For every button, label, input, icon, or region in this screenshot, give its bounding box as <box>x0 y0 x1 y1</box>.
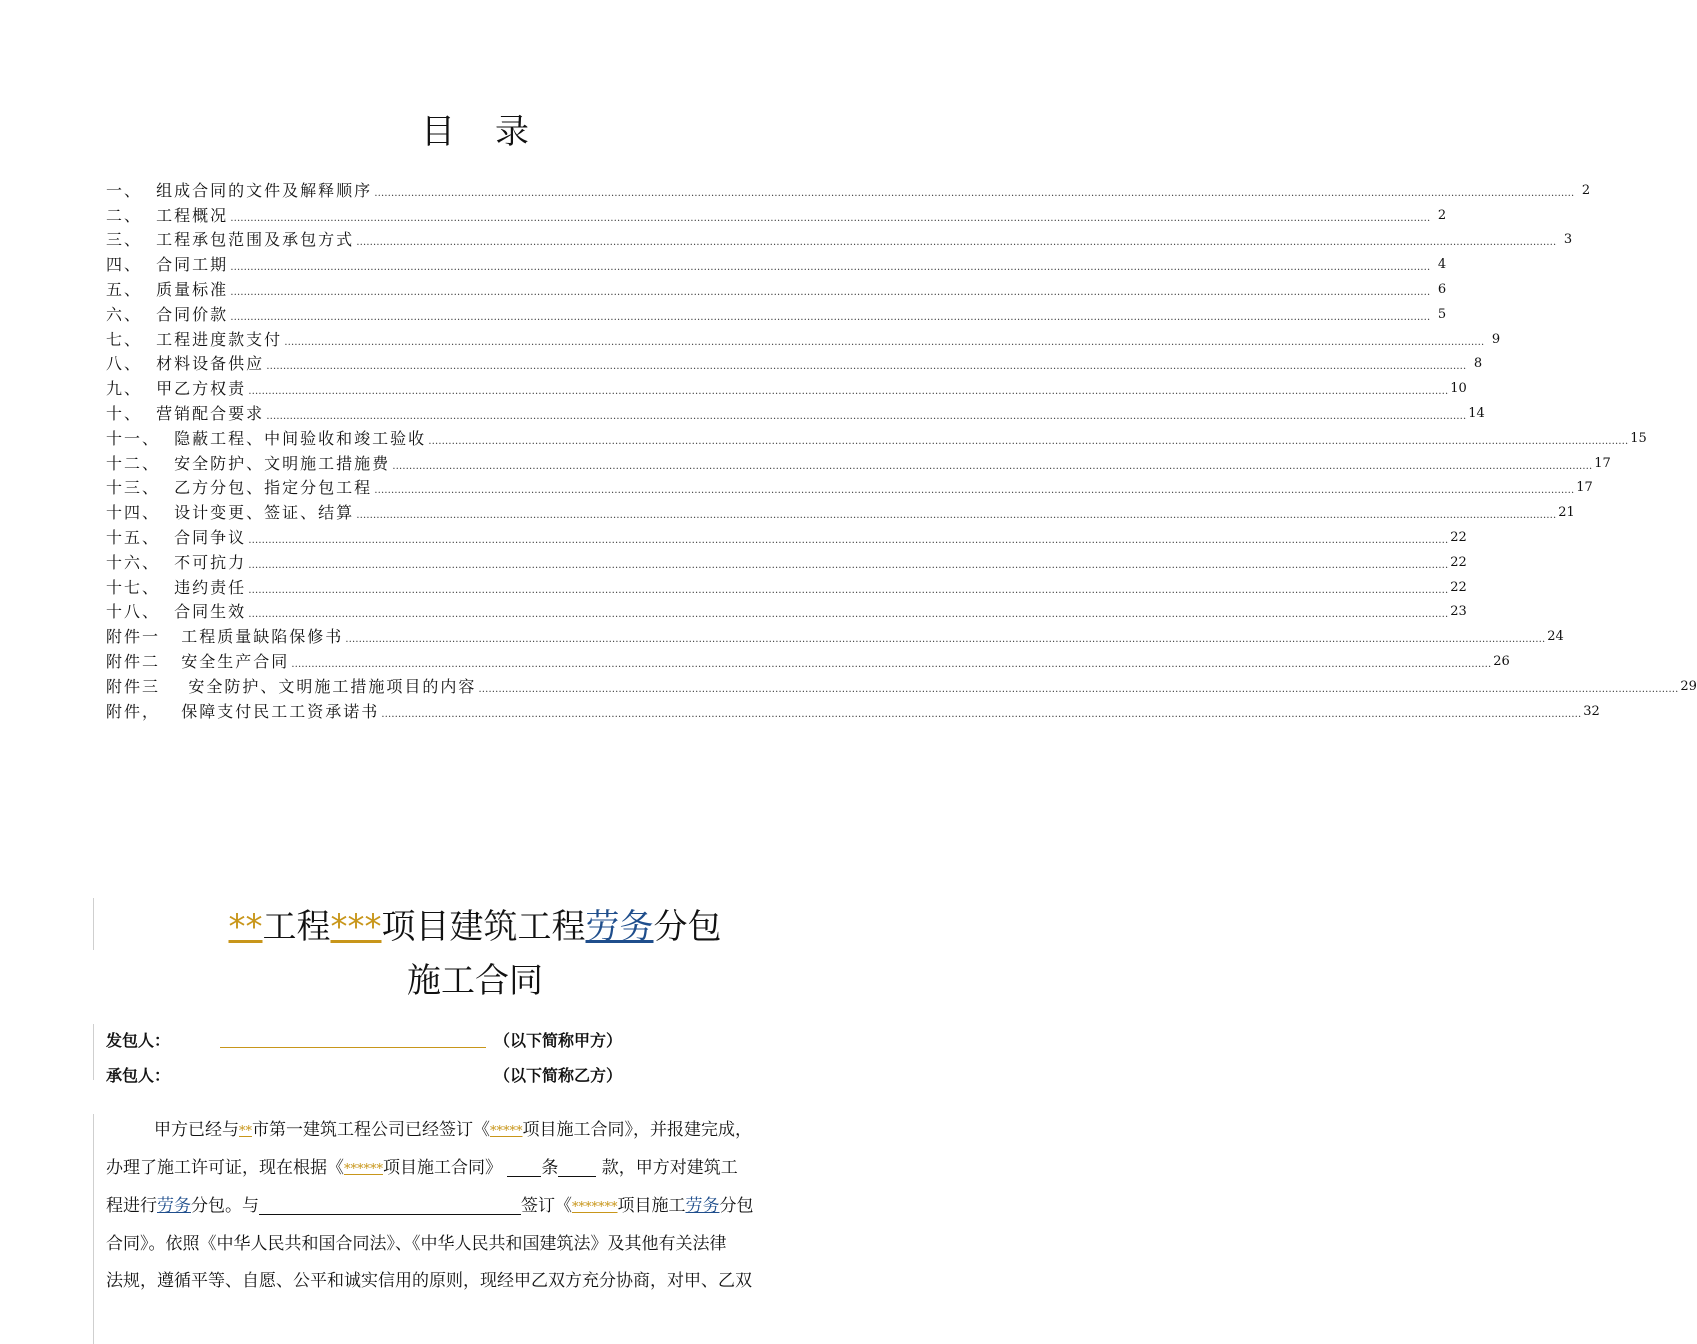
toc-entry-label: 附件二 安全生产合同 <box>106 651 290 671</box>
toc-entry-label: 四、 合同工期 <box>106 255 229 275</box>
toc-title: 目 录 <box>421 112 529 152</box>
toc-entry[interactable] <box>106 697 1600 722</box>
toc-entry[interactable] <box>106 176 1591 201</box>
margin-rule <box>93 1024 94 1080</box>
toc-leader-dots: ……………………………………………………………………………………………………………………………………………………………………………………………………………………………………………………………………………………………………………………………… <box>248 609 1449 621</box>
toc-entry-label: 八、 材料设备供应 <box>106 354 265 374</box>
toc-entry-page: 24 <box>1547 629 1564 645</box>
toc-leader-dots: ……………………………………………………………………………………………………………………………………………………………………………………………………………………………………………………………………………………………………………………………… <box>248 534 1449 546</box>
toc-entry-page: 22 <box>1450 579 1467 595</box>
employer-label: 发包人： <box>106 1031 171 1050</box>
toc-leader-dots: ……………………………………………………………………………………………………………………………………………………………………………………………………………………………………………………………………………………………………………………………… <box>356 510 1557 522</box>
toc-entry-page: 15 <box>1630 430 1647 446</box>
clause-blank[interactable] <box>507 1158 541 1177</box>
toc-entry-page: 14 <box>1468 405 1485 421</box>
toc-entry-label: 七、 工程进度款支付 <box>106 329 283 349</box>
toc-entry-page: 17 <box>1576 480 1593 496</box>
toc-leader-dots: ……………………………………………………………………………………………………………………………………………………………………………………………………………………………………………………………………………………………………………………………… <box>345 634 1546 646</box>
toc-entry[interactable] <box>106 275 1447 300</box>
toc-entry[interactable] <box>106 523 1467 548</box>
toc-entry-page: 2 <box>1437 207 1447 223</box>
toc-entry[interactable] <box>106 598 1467 623</box>
toc-entry[interactable] <box>106 474 1593 499</box>
toc-entry[interactable] <box>106 498 1575 523</box>
toc-entry[interactable] <box>106 424 1647 449</box>
toc-entry[interactable] <box>106 573 1467 598</box>
toc-entry-label: 十八、 合同生效 <box>106 602 247 622</box>
toc-entry-page: 22 <box>1450 554 1467 570</box>
toc-leader-dots: ……………………………………………………………………………………………………………………………………………………………………………………………………………………………………………………………………………………………………………………………… <box>428 435 1629 447</box>
toc-entry-page: 26 <box>1493 653 1510 669</box>
toc-entry-label: 十二、 安全防护、文明施工措施费 <box>106 453 391 473</box>
toc-leader-dots: ……………………………………………………………………………………………………………………………………………………………………………………………………………………………………………………………………………………………………………………………… <box>230 212 1431 224</box>
contract-title: **工程***项目建筑工程劳务分包 施工合同 <box>228 907 722 1001</box>
toc-leader-dots: ……………………………………………………………………………………………………………………………………………………………………………………………………………………………………………………………………………………………………………………………… <box>248 584 1449 596</box>
toc-leader-dots: ……………………………………………………………………………………………………………………………………………………………………………………………………………………………………………………………………………………………………………………………… <box>230 286 1431 298</box>
toc-leader-dots: ……………………………………………………………………………………………………………………………………………………………………………………………………………………………………………………………………………………………………………………………… <box>381 708 1582 720</box>
toc-entry-label: 三、 工程承包范围及承包方式 <box>106 230 355 250</box>
toc-entry[interactable] <box>106 201 1447 226</box>
employer-note: （以下简称甲方） <box>494 1031 623 1050</box>
toc-entry-page: 29 <box>1680 678 1697 694</box>
toc-entry-label: 十一、 隐蔽工程、中间验收和竣工验收 <box>106 428 427 448</box>
toc-leader-dots: ……………………………………………………………………………………………………………………………………………………………………………………………………………………………………………………………………………………………………………………………… <box>230 311 1431 323</box>
toc-entry-label: 一、 组成合同的文件及解释顺序 <box>106 180 373 200</box>
toc-leader-dots: ……………………………………………………………………………………………………………………………………………………………………………………………………………………………………………………………………………………………………………………………… <box>356 237 1557 249</box>
toc-leader-dots: ……………………………………………………………………………………………………………………………………………………………………………………………………………………………………………………………………………………………………………………………… <box>230 262 1431 274</box>
toc-entry-page: 32 <box>1583 703 1600 719</box>
margin-rule <box>93 1114 94 1344</box>
toc-entry-page: 3 <box>1563 232 1573 248</box>
toc-entry-page: 21 <box>1558 505 1575 521</box>
toc-entry-page: 9 <box>1491 331 1501 347</box>
contractor-note: （以下简称乙方） <box>494 1066 623 1085</box>
toc-entry[interactable] <box>106 647 1510 672</box>
toc-entry[interactable] <box>106 399 1485 424</box>
toc-entry-page: 22 <box>1450 529 1467 545</box>
toc-leader-dots: ……………………………………………………………………………………………………………………………………………………………………………………………………………………………………………………………………………………………………………………………… <box>291 658 1492 670</box>
toc-leader-dots: ……………………………………………………………………………………………………………………………………………………………………………………………………………………………………………………………………………………………………………………………… <box>478 683 1679 695</box>
toc-entry-label: 附件， 保障支付民工工资承诺书 <box>106 701 380 721</box>
toc-entry-page: 8 <box>1473 356 1483 372</box>
contractor-name-blank[interactable] <box>259 1196 521 1215</box>
toc-entry-page: 2 <box>1581 182 1591 198</box>
toc-leader-dots: ……………………………………………………………………………………………………………………………………………………………………………………………………………………………………………………………………………………………………………………………… <box>392 460 1593 472</box>
toc-entry-page: 4 <box>1437 257 1447 273</box>
toc-entry-page: 10 <box>1450 381 1467 397</box>
toc-entry[interactable] <box>106 250 1447 275</box>
article-blank[interactable] <box>558 1158 596 1177</box>
toc-leader-dots: ……………………………………………………………………………………………………………………………………………………………………………………………………………………………………………………………………………………………………………………………… <box>374 485 1575 497</box>
toc-entry-page: 17 <box>1594 455 1611 471</box>
toc-entry-label: 九、 甲乙方权责 <box>106 379 247 399</box>
toc-entry-label: 附件三 安全防护、文明施工措施项目的内容 <box>106 676 477 696</box>
table-of-contents <box>106 176 1697 722</box>
toc-entry[interactable] <box>106 622 1564 647</box>
toc-leader-dots: ……………………………………………………………………………………………………………………………………………………………………………………………………………………………………………………………………………………………………………………………… <box>266 410 1467 422</box>
toc-entry-label: 五、 质量标准 <box>106 279 229 299</box>
toc-entry-page: 6 <box>1437 281 1447 297</box>
contract-preamble: 甲方已经与**市第一建筑工程公司已经签订《*****项目施工合同》，并报建完成， 办理了施工许可证，现在根据《******项目施工合同》 条 款，甲方对建筑工 程进行劳务分包。与 签订《*******项目施工劳务分包 合同》。依照《中华人民共和国合同法》、《中华人民共和国建筑法》及其他有关法律 法规，遵循平等、自愿、公平和诚实信用的原则，现经甲乙双方充分协商，对甲、乙双 <box>106 1120 754 1291</box>
toc-entry-label: 二、 工程概况 <box>106 205 229 225</box>
contractor-label: 承包人： <box>106 1066 171 1085</box>
toc-leader-dots: ……………………………………………………………………………………………………………………………………………………………………………………………………………………………………………………………………………………………………………………………… <box>248 386 1449 398</box>
toc-entry-label: 六、 合同价款 <box>106 304 229 324</box>
toc-entry[interactable] <box>106 350 1483 375</box>
toc-entry[interactable] <box>106 672 1697 697</box>
toc-entry-label: 十五、 合同争议 <box>106 527 247 547</box>
toc-entry-label: 十六、 不可抗力 <box>106 552 247 572</box>
toc-entry-label: 十、 营销配合要求 <box>106 403 265 423</box>
toc-entry-label: 附件一 工程质量缺陷保修书 <box>106 627 344 647</box>
toc-leader-dots: ……………………………………………………………………………………………………………………………………………………………………………………………………………………………………………………………………………………………………………………………… <box>248 559 1449 571</box>
toc-entry-label: 十七、 违约责任 <box>106 577 247 597</box>
toc-leader-dots: ……………………………………………………………………………………………………………………………………………………………………………………………………………………………………………………………………………………………………………………………… <box>284 336 1485 348</box>
toc-entry[interactable] <box>106 548 1467 573</box>
toc-entry-label: 十四、 设计变更、签证、结算 <box>106 503 355 523</box>
employer-name-blank[interactable] <box>220 1027 486 1048</box>
toc-entry[interactable] <box>106 374 1467 399</box>
toc-leader-dots: ……………………………………………………………………………………………………………………………………………………………………………………………………………………………………………………………………………………………………………………………… <box>266 361 1467 373</box>
toc-entry[interactable] <box>106 226 1573 251</box>
toc-entry-page: 23 <box>1450 604 1467 620</box>
toc-leader-dots: ……………………………………………………………………………………………………………………………………………………………………………………………………………………………………………………………………………………………………………………………… <box>374 187 1575 199</box>
toc-entry[interactable] <box>106 449 1611 474</box>
toc-entry[interactable] <box>106 300 1447 325</box>
toc-entry-label: 十三、 乙方分包、指定分包工程 <box>106 478 373 498</box>
toc-entry[interactable] <box>106 325 1501 350</box>
toc-entry-page: 5 <box>1437 306 1447 322</box>
